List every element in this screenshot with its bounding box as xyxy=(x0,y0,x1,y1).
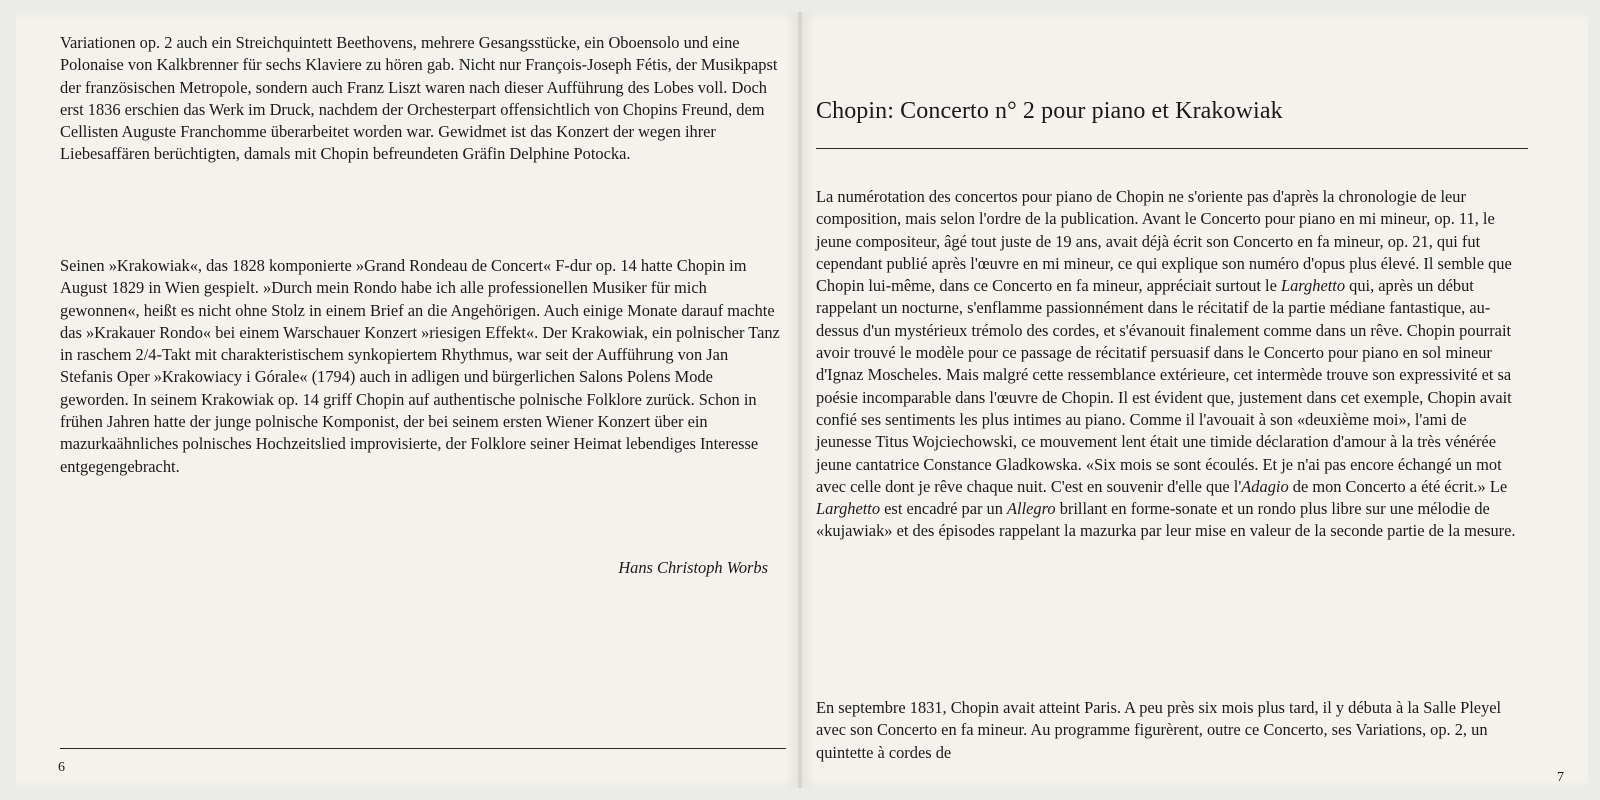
left-paragraph-1: Variationen op. 2 auch ein Streichquintett Beethovens, mehrere Gesangsstücke, ein Oboensolo und eine Polonaise von Kalkbrenner für sechs Klaviere zu hören gab. Nicht nur François-Joseph Fétis, der Musikpapst der französischen Metropole, sondern auch Franz Liszt waren nach dieser Aufführung des Lobes voll. Doch erst 1836 erschien das Werk im Druck, nachdem der Orchesterpart offensichtlich von Chopins Freund, dem Cellisten Auguste Franchomme überarbeitet worden war. Gewidmet ist das Konzert der wegen ihrer Liebesaffären berüchtigten, damals mit Chopin befreundeten Gräfin Delphine Potocka. xyxy=(60,33,778,164)
italic-term-allegro: Allegro xyxy=(1007,499,1056,519)
text-run: brillant en forme-sonate et un rondo plus libre sur une mélodie de «kujawiak» et des épisodes rappelant la mazurka par leur mise en valeur de la seconde partie de la mesure. xyxy=(816,499,1516,541)
right-page xyxy=(802,12,1588,788)
text-run: qui, après un début rappelant un nocturne, s'enflamme passionnément dans le récitatif de la partie médiane fantastique, au-dessus d'un mystérieux trémolo des cordes, et s'évanouit finalement comme dans un rêve. Chopin pourrait avoir trouvé le modèle pour ce passage de récitatif persuasif dans le Concerto pour piano en sol mineur d'Ignaz Moscheles. Mais malgré cette ressemblance extérieure, cet intermède trouve son expressivité et sa poésie incomparable dans l'œuvre de Chopin. Il est évident que, justement dans cet exemple, Chopin avait confié ses sentiments les plus intimes au piano. Comme il l'avouait à son «deuxième moi», l'ami de jeunesse Titus Wojciechowski, ce mouvement lent était une timide déclaration d'amour à la très vénérée jeune cantatrice Constance Gladkowska. «Six mois se sont écoulés. Et je n'ai pas encore échangé un mot avec celle dont je rêve chaque nuit. C'est en souvenir d'elle que l' xyxy=(816,276,1512,496)
italic-term-larghetto: Larghetto xyxy=(816,499,881,519)
right-paragraph-2: En septembre 1831, Chopin avait atteint Paris. A peu près six mois plus tard, il y débuta à la Salle Pleyel avec son Concerto en fa mineur. Au programme figurèrent, outre ce Concerto, ses Variations, op. 2, un quintette à cordes de xyxy=(816,698,1502,762)
italic-term-larghetto: Larghetto xyxy=(1280,276,1346,296)
right-paragraph-1 xyxy=(816,186,1516,543)
italic-term-adagio: Adagio xyxy=(1241,476,1289,496)
title-rule xyxy=(816,148,1528,149)
page-number-right: 7 xyxy=(1557,770,1564,785)
text-run: La numérotation des concertos pour piano de Chopin ne s'oriente pas d'après la chronologie de leur composition, mais selon l'ordre de la publication. Avant le Concerto pour piano en mi mineur, op. 11, le jeune compositeur, âgé tout juste de 19 ans, avait déjà écrit son Concerto en fa mineur, op. 21, qui fut cependant publié après l'œuvre en mi mineur, ce qui explique son numéro d'opus plus élevé. Il semble que Chopin lui-même, dans ce Concerto en fa mineur, appréciait surtout le xyxy=(816,187,1512,296)
left-paragraph-2: Seinen »Krakowiak«, das 1828 komponierte »Grand Rondeau de Concert« F-dur op. 14 hatte Chopin im August 1829 in Wien gespielt. »Durch mein Rondo habe ich alle professionellen Musiker für mich gewonnen«, heißt es nicht ohne Stolz in einem Brief an die Angehörigen. Auch einige Monate darauf machte das »Krakauer Rondo« bei einem Warschauer Konzert »riesigen Effekt«. Der Krakowiak, ein polnischer Tanz in raschem 2/4-Takt mit charakteristischem synkopiertem Rhythmus, war seit der Aufführung von Jan Stefanis Oper »Krakowiacy i Górale« (1794) auch in adligen und bürgerlichen Salons Polens Mode geworden. In seinem Krakowiak op. 14 griff Chopin auf authentische polnische Folklore zurück. Schon in frühen Jahren hatte der junge polnische Komponist, der bei seinem ersten Wiener Konzert über ein mazurkaähnliches polnisches Hochzeitslied improvisierte, der Folklore seiner Heimat lebendiges Interesse entgegengebracht. xyxy=(60,256,780,476)
section-title: Chopin: Concerto n° 2 pour piano et Krakowiak xyxy=(816,98,1283,124)
text-run: est encadré par un xyxy=(880,499,1008,519)
left-page xyxy=(16,12,798,788)
footer-rule xyxy=(60,748,786,749)
author-signature: Hans Christoph Worbs xyxy=(618,558,768,577)
text-run: de mon Concerto a été écrit.» Le xyxy=(1288,476,1508,496)
page-number-left: 6 xyxy=(58,760,65,775)
